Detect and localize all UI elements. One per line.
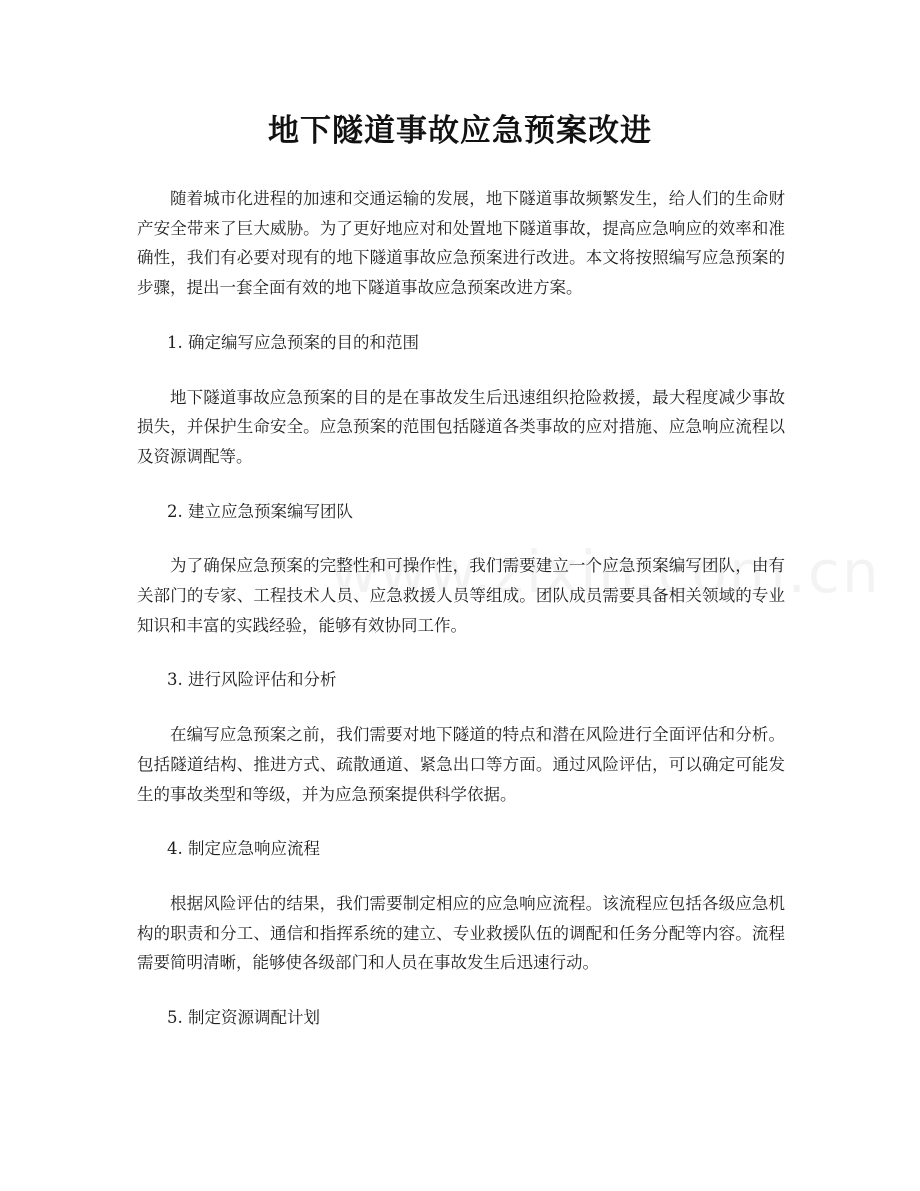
section-heading-5: 5. 制定资源调配计划: [167, 1008, 320, 1028]
section-heading-2: 2. 建立应急预案编写团队: [167, 501, 353, 521]
document-body: [137, 184, 785, 1058]
section-paragraph-4: 根据风险评估的结果，我们需要制定相应的应急响应流程。该流程应包括各级应急机构的职责和分工、通信和指挥系统的建立、专业救援队伍的调配和任务分配等内容。流程需要简明清晰，能够使各级部门和人员在事故发生后迅速行动。: [137, 893, 785, 973]
section-heading-1: 1. 确定编写应急预案的目的和范围: [167, 332, 419, 352]
section-paragraph-1: 地下隧道事故应急预案的目的是在事故发生后迅速组织抢险救援，最大程度减少事故损失，并保护生命安全。应急预案的范围包括隧道各类事故的应对措施、应急响应流程以及资源调配等。: [137, 387, 785, 466]
section-paragraph-2: 为了确保应急预案的完整性和可操作性，我们需要建立一个应急预案编写团队，由有关部门的专家、工程技术人员、应急救援人员等组成。团队成员需要具备相关领域的专业知识和丰富的实践经验，能够有效协同工作。: [137, 556, 785, 635]
document-title: 地下隧道事故应急预案改进: [268, 113, 652, 149]
intro-paragraph: 随着城市化进程的加速和交通运输的发展，地下隧道事故频繁发生，给人们的生命财产安全带来了巨大威胁。为了更好地应对和处置地下隧道事故，提高应急响应的效率和准确性，我们有必要对现有的地下隧道事故应急预案进行改进。本文将按照编写应急预案的步骤，提出一套全面有效的地下隧道事故应急预案改进方案。: [137, 189, 785, 298]
section-heading-3: 3. 进行风险评估和分析: [167, 670, 337, 690]
section-paragraph-3: 在编写应急预案之前，我们需要对地下隧道的特点和潜在风险进行全面评估和分析。包括隧道结构、推进方式、疏散通道、紧急出口等方面。通过风险评估，可以确定可能发生的事故类型和等级，并为应急预案提供科学依据。: [137, 725, 785, 804]
section-heading-4: 4. 制定应急响应流程: [167, 839, 320, 859]
